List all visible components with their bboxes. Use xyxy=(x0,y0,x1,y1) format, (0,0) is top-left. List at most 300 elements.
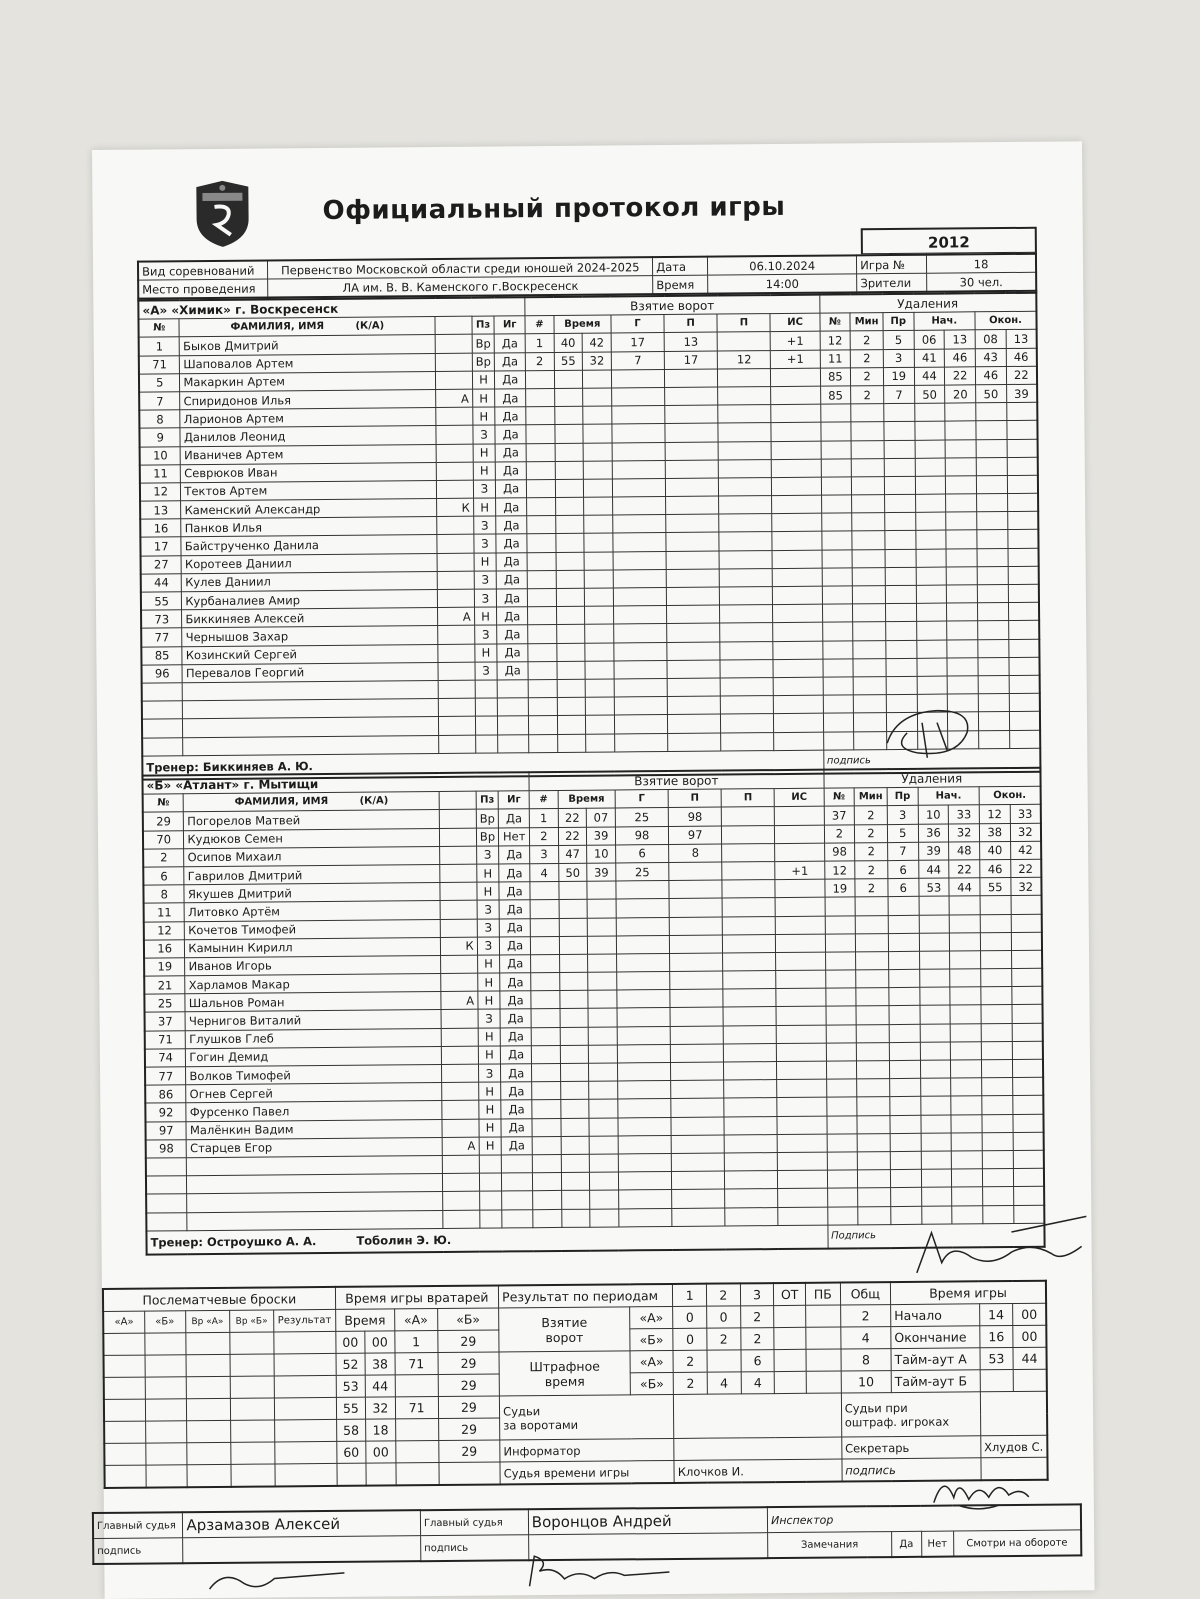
goal-assist-2 xyxy=(724,1062,777,1081)
player-position: З xyxy=(473,516,496,534)
penalty-start-min: 39 xyxy=(918,842,949,860)
goal-second xyxy=(589,1136,618,1154)
goal-strength xyxy=(778,1170,827,1189)
col-goal-scorer: Г xyxy=(615,790,668,809)
competition-value: Первенство Московской области среди юношей 2024-2025 xyxy=(268,257,653,279)
col-ka xyxy=(439,791,476,810)
goal-scorer: 25 xyxy=(615,808,668,827)
player-role: А xyxy=(436,389,473,408)
goal-number xyxy=(526,388,555,406)
goal-minute xyxy=(556,570,585,588)
penalty-start-sec: 32 xyxy=(949,823,980,841)
goal-scorer xyxy=(614,697,667,716)
goal-assist-2 xyxy=(723,934,776,953)
goal-number xyxy=(531,973,560,991)
penalty-end-sec: 13 xyxy=(1006,330,1037,348)
goal-minute xyxy=(561,1154,590,1172)
goal-minute: 40 xyxy=(554,334,583,352)
penalty-judges-2: оштраф. игроках xyxy=(844,1414,950,1429)
pen-a-total: 8 xyxy=(841,1349,891,1371)
penalty-minutes xyxy=(857,1133,890,1151)
penalty-player xyxy=(827,1134,858,1152)
goal-scorer xyxy=(613,588,666,607)
penalty-end-sec xyxy=(1012,1005,1043,1023)
player-number: 44 xyxy=(141,574,182,593)
penalty-end-min xyxy=(977,530,1008,548)
goal-number xyxy=(531,1027,560,1045)
goal-minute xyxy=(561,1136,590,1154)
penalty-start-min: 10 xyxy=(918,805,949,823)
player-position: Н xyxy=(477,882,500,900)
penalty-end-sec xyxy=(1011,914,1042,932)
goal-assist-2 xyxy=(721,714,774,733)
penalty-end-min xyxy=(982,1169,1013,1187)
player-position: Н xyxy=(477,991,500,1009)
goal-assist-2 xyxy=(724,1116,777,1135)
goal-strength xyxy=(776,970,825,989)
goal-second xyxy=(590,1208,619,1226)
penalty-reason: 3 xyxy=(887,806,918,824)
penalty-minutes xyxy=(856,988,889,1006)
player-position: З xyxy=(477,918,500,936)
so-col-b: «Б» xyxy=(144,1311,185,1333)
player-number xyxy=(142,701,183,720)
penalty-end-sec xyxy=(1012,1041,1043,1059)
penalty-end-min: 46 xyxy=(980,859,1011,877)
penalty-start-sec xyxy=(951,1096,982,1114)
goal-judges-label xyxy=(499,1394,674,1440)
penalty-start-sec xyxy=(945,457,976,475)
goal-assist-1 xyxy=(666,551,719,570)
timekeeper-label: Судья времени игры xyxy=(500,1460,674,1484)
player-name: Глушков Глеб xyxy=(186,1028,442,1048)
penalty-reason xyxy=(886,640,917,658)
goal-minute xyxy=(559,918,588,936)
player-position: Н xyxy=(478,1100,501,1118)
spectators-label: Зрители xyxy=(857,273,927,292)
goal-second xyxy=(584,479,613,497)
penalty-end-min: 12 xyxy=(979,805,1010,823)
goal-scorer xyxy=(612,406,665,425)
place-value: ЛА им. В. В. Каменского г.Воскресенск xyxy=(268,276,653,298)
player-name: Спиридонов Илья xyxy=(180,389,436,409)
penalty-end-sec: 33 xyxy=(1010,805,1041,823)
player-played: Да xyxy=(501,1027,532,1045)
gk-row-mm: 60 xyxy=(336,1441,366,1463)
goal-minute xyxy=(557,697,586,715)
penalty-end-min xyxy=(980,950,1011,968)
penalty-end-sec xyxy=(1013,1150,1044,1168)
goal-strength: +1 xyxy=(771,350,820,369)
goal-assist-1 xyxy=(670,989,723,1008)
player-name xyxy=(187,1192,443,1212)
penalty-start-sec xyxy=(951,1042,982,1060)
penalty-end-sec: 42 xyxy=(1010,841,1041,859)
col-pen-start: Нач. xyxy=(918,787,980,806)
goal-judges-2: за воротами xyxy=(503,1417,579,1432)
goal-minute xyxy=(555,443,584,461)
penalty-minutes xyxy=(856,951,889,969)
coach-b-signature-scribble xyxy=(911,1211,1092,1283)
timeout-a-second: 44 xyxy=(1013,1347,1047,1369)
penalty-end-min xyxy=(981,1023,1012,1041)
goal-assist-2 xyxy=(723,971,776,990)
penalty-end-min xyxy=(982,1150,1013,1168)
penalty-reason: 5 xyxy=(883,331,914,349)
player-number: 96 xyxy=(141,664,182,683)
col-pen-min: Мин xyxy=(854,788,887,806)
col-goal-number: # xyxy=(529,791,558,809)
goal-scorer xyxy=(617,1062,670,1081)
goal-assist-1 xyxy=(669,935,722,954)
penalty-player xyxy=(825,897,856,915)
penalty-end-min xyxy=(978,675,1009,693)
penalty-start-sec xyxy=(947,621,978,639)
player-played: Да xyxy=(495,389,526,407)
goal-assist-1 xyxy=(667,605,720,624)
player-played: Да xyxy=(501,1064,532,1082)
goal-strength xyxy=(776,934,825,953)
goal-scorer xyxy=(616,899,669,918)
goal-number xyxy=(528,643,557,661)
player-name: Кудюков Семен xyxy=(184,828,440,848)
penalty-player xyxy=(827,1206,858,1224)
penalty-reason: 7 xyxy=(884,385,915,403)
col-name xyxy=(184,792,440,812)
coach-label: Тренер: xyxy=(146,759,199,775)
penalty-end-sec xyxy=(1007,439,1038,457)
penalty-end-min xyxy=(978,657,1009,675)
player-position: Н xyxy=(473,462,496,480)
penalty-end-sec xyxy=(1013,1132,1044,1150)
goal-scorer xyxy=(614,678,667,697)
goal-scorer xyxy=(618,1135,671,1154)
goal-number xyxy=(528,716,557,734)
goals-row-label xyxy=(499,1307,630,1352)
goal-judges-value xyxy=(674,1393,842,1438)
goal-strength: +1 xyxy=(775,861,824,880)
goal-minute xyxy=(555,497,584,515)
goal-assist-2 xyxy=(721,732,774,751)
goal-minute xyxy=(560,1027,589,1045)
goal-minute: 22 xyxy=(558,827,587,845)
pen-team-b: «Б» xyxy=(630,1372,673,1394)
goals-label-2: ворот xyxy=(545,1329,584,1345)
pen-b-p3: 4 xyxy=(741,1372,775,1394)
col-assist-2: П xyxy=(717,314,770,333)
goal-second xyxy=(590,1172,619,1190)
player-role xyxy=(436,462,473,481)
player-number: 21 xyxy=(144,976,185,995)
protocol-sheet xyxy=(92,141,1095,1599)
penalty-minutes: 2 xyxy=(850,331,883,349)
period-3-header: 3 xyxy=(740,1283,774,1306)
goal-minute xyxy=(561,1118,590,1136)
penalty-end-min xyxy=(977,603,1008,621)
goal-assist-2 xyxy=(718,387,771,406)
col-pen-start: Нач. xyxy=(914,312,976,331)
player-played: Да xyxy=(501,1100,532,1118)
goal-scorer xyxy=(616,953,669,972)
goal-number xyxy=(531,1045,560,1063)
goal-minute xyxy=(559,900,588,918)
penalty-player xyxy=(822,568,853,586)
goal-second xyxy=(585,643,614,661)
gk-col-b: «Б» xyxy=(437,1308,499,1331)
goal-minute xyxy=(556,534,585,552)
penalty-minutes xyxy=(853,677,886,695)
goal-assist-2 xyxy=(720,659,773,678)
goal-second xyxy=(589,1099,618,1117)
goal-assist-2 xyxy=(725,1152,778,1171)
penalty-start-sec: 48 xyxy=(949,842,980,860)
penalty-end-min: 46 xyxy=(975,366,1006,384)
player-position xyxy=(479,1209,502,1227)
penalty-player: 2 xyxy=(824,824,855,842)
gk-row-mm: 52 xyxy=(336,1353,366,1375)
goal-minute xyxy=(557,679,586,697)
penalty-start-min xyxy=(919,987,950,1005)
penalty-end-min xyxy=(982,1114,1013,1132)
goal-second xyxy=(584,552,613,570)
goal-minute xyxy=(560,1009,589,1027)
goal-minute xyxy=(556,606,585,624)
penalty-player xyxy=(822,586,853,604)
col-ka-label: (К/А) xyxy=(355,320,385,332)
col-assist-2: П xyxy=(721,789,774,808)
pen-team-a: «А» xyxy=(630,1350,673,1372)
col-pen-end: Окон. xyxy=(975,311,1037,330)
player-role xyxy=(442,1101,479,1120)
penalty-reason xyxy=(889,969,920,987)
gk-row-b: 29 xyxy=(437,1330,499,1353)
goal-scorer xyxy=(613,569,666,588)
secretary-signature-scribble xyxy=(929,1467,1039,1513)
player-position: Вр xyxy=(472,353,495,371)
penalty-start-min xyxy=(921,1151,952,1169)
player-role xyxy=(436,444,473,463)
goal-assist-1 xyxy=(670,971,723,990)
goal-assist-2 xyxy=(721,696,774,715)
col-pen-number: № xyxy=(824,788,855,806)
goal-assist-1 xyxy=(669,917,722,936)
penalty-start-sec xyxy=(947,603,978,621)
gk-row-mm: 00 xyxy=(335,1331,365,1353)
player-position xyxy=(479,1191,502,1209)
goal-second xyxy=(590,1190,619,1208)
player-position: З xyxy=(478,1009,501,1027)
goal-assist-1 xyxy=(671,1135,724,1154)
goal-scorer xyxy=(618,1172,671,1191)
goal-minute xyxy=(560,1063,589,1081)
goal-assist-2 xyxy=(722,898,775,917)
pen-a-pb xyxy=(806,1349,841,1371)
gk-row-a: 1 xyxy=(394,1331,437,1353)
penalty-reason xyxy=(888,951,919,969)
player-played: Да xyxy=(496,480,527,498)
penalty-start-min: 41 xyxy=(914,349,945,367)
goal-scorer xyxy=(612,442,665,461)
player-number xyxy=(146,1194,187,1213)
goal-assist-1 xyxy=(665,442,718,461)
timeout-b-second xyxy=(1013,1369,1047,1391)
penalty-start-min xyxy=(919,951,950,969)
player-role xyxy=(436,426,473,445)
goal-scorer xyxy=(619,1208,672,1227)
penalty-end-min xyxy=(982,1078,1013,1096)
goal-number xyxy=(531,1009,560,1027)
goal-second xyxy=(588,1008,617,1026)
goal-number xyxy=(530,918,559,936)
penalty-minutes: 2 xyxy=(850,349,883,367)
col-pen-number: № xyxy=(820,313,851,331)
penalty-minutes xyxy=(856,1006,889,1024)
goal-scorer xyxy=(613,533,666,552)
penalty-start-min xyxy=(915,512,946,530)
player-played: Нет xyxy=(499,827,530,845)
goal-minute: 55 xyxy=(554,352,583,370)
timeout-b-label: Тайм-аут Б xyxy=(891,1370,980,1393)
player-number: 77 xyxy=(145,1067,186,1086)
col-assist-1: П xyxy=(668,789,721,808)
goal-strength xyxy=(771,404,820,423)
end-minute: 00 xyxy=(1013,1325,1047,1347)
goal-second xyxy=(583,370,612,388)
goal-scorer xyxy=(613,551,666,570)
goal-scorer xyxy=(611,387,664,406)
goal-minute xyxy=(557,716,586,734)
penalty-start-sec xyxy=(946,494,977,512)
goal-assist-2 xyxy=(719,496,772,515)
spectators-value: 30 чел. xyxy=(927,272,1037,291)
game-number-label: Игра № xyxy=(857,255,927,274)
penalty-start-sec: 46 xyxy=(945,348,976,366)
goal-minute xyxy=(556,643,585,661)
penalty-player xyxy=(827,1115,858,1133)
penalty-end-sec xyxy=(1008,548,1039,566)
goal-second xyxy=(585,679,614,697)
goal-assist-2 xyxy=(725,1189,778,1208)
penalty-minutes xyxy=(852,549,885,567)
sign-label: подпись xyxy=(826,755,871,767)
informator-label: Информатор xyxy=(500,1438,674,1462)
player-played xyxy=(502,1209,533,1227)
player-position xyxy=(479,1173,502,1191)
player-number: 1 xyxy=(139,337,180,356)
player-position: Н xyxy=(474,644,497,662)
goal-scorer xyxy=(612,478,665,497)
goal-number xyxy=(530,900,559,918)
penalty-player xyxy=(826,1024,857,1042)
goal-number xyxy=(531,954,560,972)
player-role xyxy=(438,644,475,663)
goal-second xyxy=(589,1063,618,1081)
goal-second xyxy=(588,972,617,990)
penalty-reason: 6 xyxy=(888,878,919,896)
penalty-minutes xyxy=(851,422,884,440)
penalty-end-sec xyxy=(1008,566,1039,584)
player-name: Шальнов Роман xyxy=(185,992,441,1012)
penalty-reason xyxy=(885,604,916,622)
goal-number xyxy=(528,607,557,625)
penalty-reason xyxy=(891,1188,922,1206)
player-role xyxy=(442,1155,479,1174)
gk-row-a xyxy=(395,1419,438,1441)
player-played: Да xyxy=(500,973,531,991)
start-minute: 00 xyxy=(1013,1303,1047,1325)
player-played: Да xyxy=(497,607,528,625)
player-name: Кочетов Тимофей xyxy=(185,919,441,939)
goal-assist-1 xyxy=(667,678,720,697)
goal-second xyxy=(585,606,614,624)
penalty-minutes xyxy=(856,933,889,951)
goal-scorer xyxy=(618,1099,671,1118)
goal-scorer xyxy=(617,972,670,991)
player-name: Малёнкин Вадим xyxy=(186,1119,442,1139)
col-name-label: ФАМИЛИЯ, ИМЯ xyxy=(234,796,329,809)
gk-row-b: 29 xyxy=(438,1440,500,1463)
pen-a-p3: 6 xyxy=(741,1350,775,1372)
penalty-end-min xyxy=(976,457,1007,475)
so-col-result: Результат xyxy=(274,1309,336,1332)
penalty-end-sec xyxy=(1008,639,1039,657)
penalty-end-sec xyxy=(1012,1059,1043,1077)
goal-scorer: 98 xyxy=(615,826,668,845)
penalty-reason: 3 xyxy=(883,349,914,367)
gk-col-a: «А» xyxy=(394,1309,437,1331)
goal-second xyxy=(585,661,614,679)
pb-header: ПБ xyxy=(805,1283,840,1306)
gk-row-ss: 44 xyxy=(365,1375,395,1397)
penalty-end-sec xyxy=(1013,1168,1044,1186)
player-position xyxy=(475,680,498,698)
penalty-minutes xyxy=(857,1061,890,1079)
game-number-value: 18 xyxy=(927,254,1037,273)
goal-assist-1 xyxy=(666,587,719,606)
goal-assist-2 xyxy=(722,843,775,862)
goal-number xyxy=(527,498,556,516)
penalty-minutes: 2 xyxy=(855,861,888,879)
goal-assist-1 xyxy=(671,1117,724,1136)
penalty-reason xyxy=(885,549,916,567)
goal-strength xyxy=(777,1116,826,1135)
penalty-end-min: 50 xyxy=(976,384,1007,402)
goal-number xyxy=(526,425,555,443)
goal-number xyxy=(527,534,556,552)
goal-assist-2 xyxy=(720,605,773,624)
player-played xyxy=(498,716,529,734)
player-played: Да xyxy=(497,643,528,661)
player-played: Да xyxy=(495,352,526,370)
player-played: Да xyxy=(497,589,528,607)
gk-col-time: Время xyxy=(335,1309,394,1332)
penalty-end-min xyxy=(978,621,1009,639)
penalty-reason xyxy=(884,403,915,421)
player-name xyxy=(183,735,439,755)
goal-minute xyxy=(555,425,584,443)
player-role xyxy=(438,680,475,699)
goal-second xyxy=(583,406,612,424)
player-played: Да xyxy=(501,1136,532,1154)
goal-strength xyxy=(778,1152,827,1171)
goal-assist-1: 13 xyxy=(664,332,717,351)
player-number: 11 xyxy=(144,903,185,922)
goal-minute xyxy=(559,990,588,1008)
penalty-end-min xyxy=(981,1005,1012,1023)
penalty-start-sec xyxy=(947,585,978,603)
penalty-minutes xyxy=(858,1188,891,1206)
player-role xyxy=(439,810,476,829)
